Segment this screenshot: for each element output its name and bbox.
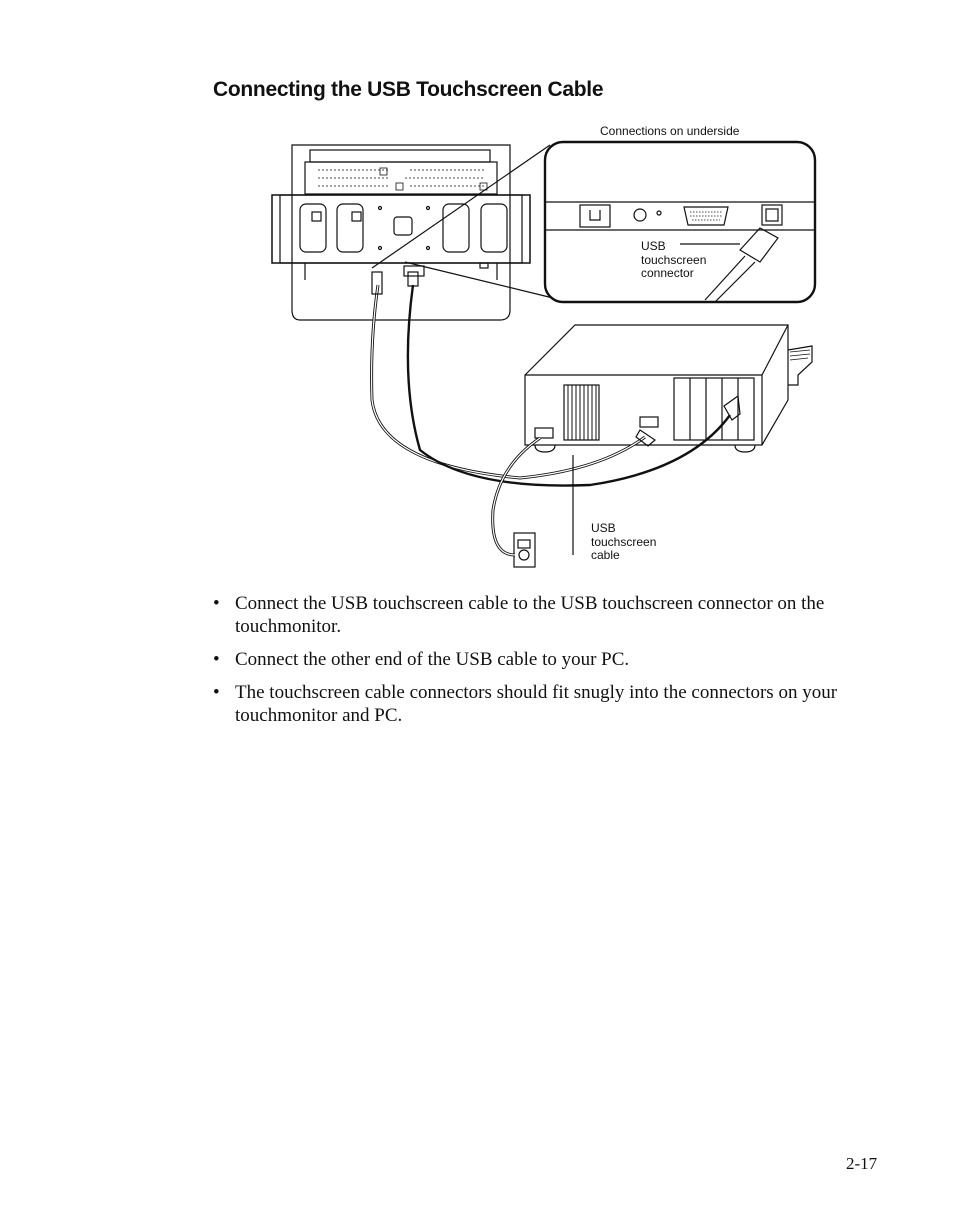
touchmonitor-illustration — [272, 145, 530, 320]
page-number: 2-17 — [846, 1154, 878, 1173]
cable-label-line3: cable — [591, 548, 620, 562]
list-item — [213, 648, 883, 671]
pc-illustration — [525, 325, 812, 452]
wall-outlet — [514, 533, 535, 567]
instruction-list — [213, 592, 883, 737]
cable-label-line2: touchscreen — [591, 535, 657, 549]
bullet-icon: • — [213, 649, 220, 670]
list-item-text: The touchscreen cable connectors should fit snugly into the connectors on your touchmonitor and PC. — [235, 682, 838, 726]
bullet-icon: • — [213, 682, 220, 703]
underside-label: Connections on underside — [600, 124, 740, 138]
list-item-text: Connect the USB touchscreen cable to the USB touchscreen connector on the touchmonitor. — [235, 593, 825, 637]
list-item-text: Connect the other end of the USB cable to your PC. — [235, 649, 630, 670]
page-title: Connecting the USB Touchscreen Cable — [213, 78, 604, 101]
connection-diagram — [0, 0, 954, 600]
connector-label-line3: connector — [641, 266, 694, 280]
list-item — [213, 592, 883, 638]
list-item — [213, 681, 883, 727]
connector-label-line1: USB — [641, 239, 666, 253]
bullet-icon: • — [213, 593, 220, 614]
connector-label-line2: touchscreen — [641, 253, 707, 267]
cable-label-line1: USB — [591, 521, 616, 535]
